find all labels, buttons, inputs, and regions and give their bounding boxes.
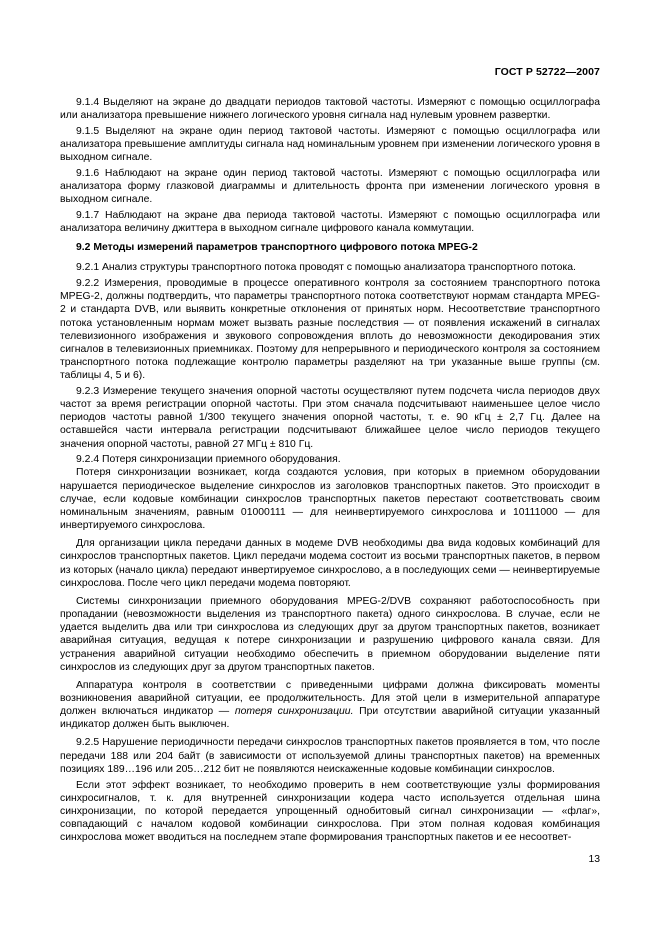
paragraph-9-2-4: 9.2.4 Потеря синхронизации приемного оборудования.	[76, 454, 341, 466]
paragraph-9-2-1: 9.2.1 Анализ структуры транспортного потока проводят с помощью анализатора транспортного потока.	[76, 262, 576, 274]
document-body	[60, 96, 600, 847]
paragraph-9-2-2: 9.2.2 Измерения, проводимые в процессе оперативного контроля за состоянием транспортного потока MPEG-2, должны подтвердить, что параметры транспортного потока соответствуют нормам стандарта MPEG-2 и стандарта DVB, или выявить конкретные отклонения от принятых норм. Несоответствие транспортного потока установленным нормам может вызвать разные последствия — от появления искажений в сигналах телевизионного изображения и звукового сопровождения вплоть до невозможности декодирования этих сигналов в телевизионных приемниках. Поэтому для непрерывного и периодического контроля за состоянием транспортного потока подлежащие контролю параметры разделяют на три указанные выше группы (см. таблицы 4, 5 и 6).	[60, 278, 600, 382]
document-id-header: ГОСТ Р 52722—2007	[494, 66, 600, 78]
paragraph-sync-systems: Системы синхронизации приемного оборудования MPEG-2/DVB сохраняют работоспособность при пропадании (невозможности выделения из транспортного пакета) одного синхрослова. В случае, если не удается выделить два или три синхрослова из следующих друг за другом транспортных пакетов, возникает аварийная ситуация, ведущая к потере синхронизации и разрушению цифрового канала связи. Для устранения аварийной ситуации необходимо обеспечить в приемном оборудовании выделение пяти синхрослов из следующих друг за другом транспортных пакетов.	[60, 595, 600, 673]
paragraph-9-1-4: 9.1.4 Выделяют на экране до двадцати периодов тактовой частоты. Измеряют с помощью осциллографа или анализатора превышение нижнего логического уровня сигнала над нулевым уровнем развертки.	[60, 97, 600, 122]
paragraph-sync-loss: Потеря синхронизации возникает, когда создаются условия, при которых в приемном оборудовании нарушается периодическое выделение синхрослов из заголовков транспортных пакетов. Это происходит в случае, если кодовые комбинации синхрослов транспортных пакетов перестают соответствовать своим номинальным значениям, равным 01000111 — для неинвертируемого синхрослова и 10111000 — для инвертируемого синхрослова.	[60, 467, 600, 532]
paragraph-9-1-5: 9.1.5 Выделяют на экране один период тактовой частоты. Измеряют с помощью осциллографа или анализатора превышение амплитуды сигнала над номинальным уровнем при изменении логического уровня в выходном сигнале.	[60, 125, 600, 164]
paragraph-control-equipment	[60, 679, 600, 732]
paragraph-effect: Если этот эффект возникает, то необходимо проверить в нем соответствующие узлы формирования синхросигналов, т. к. для внутренней синхронизации кодера часто используется отдельная шина синхронизации, по которой передается упрощенный однобитовый сигнал синхронизации — «флаг», совпадающий с началом кодовой комбинации синхрослова. При этом полная кодовая комбинация синхрослова может вводиться на последнем этапе формирования транспортных пакетов и ее несоответ-	[60, 779, 600, 844]
paragraph-dvb-cycle: Для организации цикла передачи данных в модеме DVB необходимы два вида кодовых комбинаций для синхрослов транспортных пакетов. Цикл передачи модема состоит из восьми транспортных пакетов, в первом из которых (начало цикла) передают инвертируемое синхрослово, а в последующих семи — неинвертируемые синхрослова. После чего цикл передачи модема повторяют.	[60, 538, 600, 589]
paragraph-9-1-6: 9.1.6 Наблюдают на экране один период тактовой частоты. Измеряют с помощью осциллографа или анализатора форму глазковой диаграммы и длительность фронта при изменении логического уровня в выходном сигнале.	[60, 167, 600, 206]
control-text-start: Аппаратура контроля в соответствии с приведенными цифрами должна фиксировать моменты возникновения аварийной ситуации, ее продолжительность. Для этой цели в измерительной аппаратуре должен включаться индикатор —	[60, 679, 600, 718]
page-number: 13	[588, 854, 600, 865]
sync-loss-indicator-term: потеря синхронизации.	[234, 706, 354, 718]
paragraph-9-1-7: 9.1.7 Наблюдают на экране два периода тактовой частоты. Измеряют с помощью осциллографа или анализатора величину джиттера в выходном сигнале цифрового канала коммутации.	[60, 210, 600, 235]
section-heading-9-2: 9.2 Методы измерений параметров транспортного цифрового потока MPEG-2	[76, 242, 478, 254]
control-text-end: При отсутствии аварийной ситуации указанный индикатор должен быть выключен.	[60, 706, 600, 731]
paragraph-9-2-3: 9.2.3 Измерение текущего значения опорной частоты осуществляют путем подсчета числа периодов двух частот за время регистрации опорной частоты. При этом сначала подсчитывают наименьшее целое число периодов частоты равной 1/300 текущего значения опорной частоты, т. е. 90 кГц ± 2,7 Гц. Далее на оставшейся части интервала регистрации подсчитывают ближайшее целое число периодов текущего значения опорной частоты, равной 27 МГц ± 810 Гц.	[60, 385, 600, 450]
paragraph-9-2-5: 9.2.5 Нарушение периодичности передачи синхрослов транспортных пакетов проявляется в том, что после передачи 188 или 204 байт (в зависимости от используемой длины транспортных пакетов) на временных позициях 189…196 или 205…212 бит не появляются неискаженные кодовые комбинации синхрослов.	[60, 737, 600, 775]
